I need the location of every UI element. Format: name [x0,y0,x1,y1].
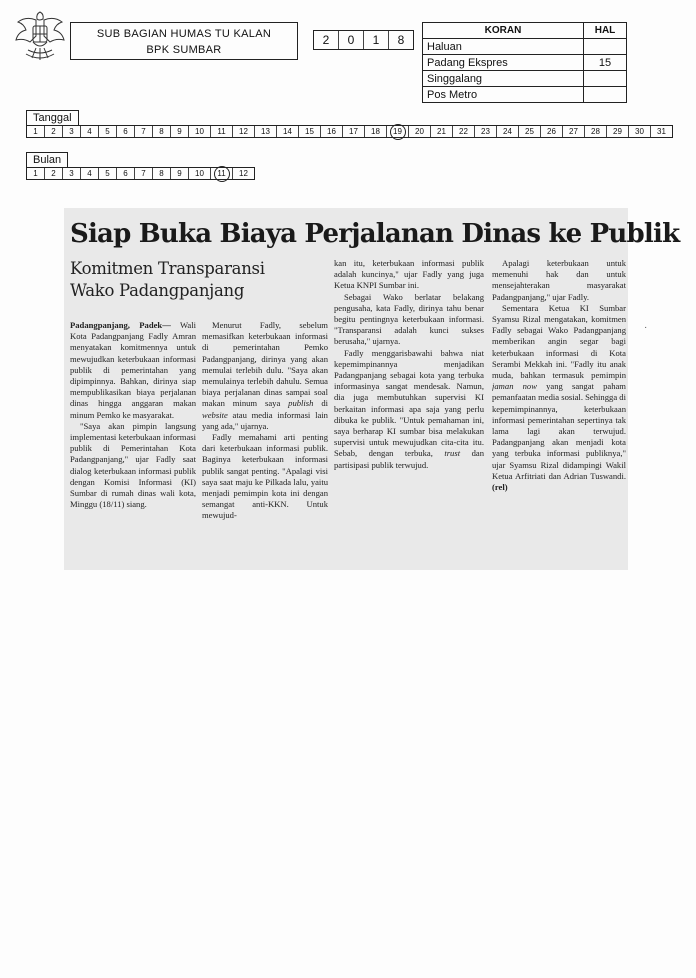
day-cell: 1 [27,126,45,137]
month-cell: 10 [189,168,211,179]
day-cell: 12 [233,126,255,137]
day-cell: 14 [277,126,299,137]
month-cell: 7 [135,168,153,179]
column-paragraph: Sementara Ketua KI Sumbar Syamsu Rizal mengatakan, komitmen Fadly sebagai Wako Padangpanjang memberikan angin segar bagi keterbukaan informasi di Kota Serambi Mekkah ini. "Fadly itu anak muda, bahkan termasuk pemimpin jaman now yang sangat paham pemanfaatan media sosial. Sehingga di kepemimpinannya, keterbukaan informasi pemerintahan sepertinya tak lama lagi akan terwujud. Padangpanjang akan menjadi kota yang terbuka informasi publiknya," ujar Syamsu Rizal didampingi Wakil Ketua Arfitriati dan Adrian Tuswandi. (rel) [492,302,626,493]
garuda-emblem-icon [14,6,66,64]
koran-header: KORAN [423,23,584,39]
month-cell: 8 [153,168,171,179]
newspaper-name: Haluan [423,39,584,55]
page-number [584,39,627,55]
day-cell: 17 [343,126,365,137]
department-line-1: SUB BAGIAN HUMAS TU KALAN [96,28,272,40]
day-cell: 16 [321,126,343,137]
column-paragraph: Apalagi keterbukaan untuk memenuhi hak dan untuk mensejahterakan masyarakat Padangpanjang," ujar Fadly. [492,258,626,302]
column-paragraph: Padangpanjang, Padek— Wali Kota Padangpanjang Fadly Amran menyatakan komitmennya untuk mewujudkan keterbukaan informasi publik di pemerintahan yang dipimpinnya. Bahkan, dirinya siap mempublikasikan biaya perjalanan dinas hingga anggaran makan minum Pemko ke masyarakat. [70,320,196,420]
subhead-line-2: Wako Padangpanjang [70,281,245,300]
day-cell: 9 [171,126,189,137]
table-row [423,39,627,55]
day-cell: 28 [585,126,607,137]
column-paragraph: Fadly memahami arti penting dari keterbukaan informasi publik. Baginya keterbukaan informasi publik sangat penting. "Apalagi visi saya saat maju ke Pilkada lalu, yaitu menjadi pemimpin kota ini dengan semangat anti-KKN. Untuk mewujud- [202,432,328,521]
page-number: 15 [584,55,627,71]
tanggal-label: Tanggal [26,110,79,125]
tanggal-strip [26,125,673,138]
page-number [584,87,627,103]
day-cell: 25 [519,126,541,137]
month-cell: 5 [99,168,117,179]
column-paragraph: Fadly menggarisbawahi bahwa niat kepemimpinannya menjadikan Padangpanjang sebagai kota yang terbuka informasinya sangat mendesak. Namun, dia juga membutuhkan supervisi KI berkaitan informasi apa saja yang perlu dibuka ke publik. "Untuk pemahaman ini, saya berharap KI sumbar bisa melakukan supervisi untuk mewujudkan cita-cita itu. Sebab, dengan terbuka, trust dan partisipasi publik terwujud. [334,347,484,470]
article-column-2 [202,320,328,566]
month-cell: 4 [81,168,99,179]
year-digit: 0 [339,31,364,49]
day-cell: 31 [657,127,666,136]
department-box [70,22,298,60]
day-cell: 8 [153,126,171,137]
article-column-1 [70,320,196,566]
day-cell: 23 [475,126,497,137]
day-cell: 30 [629,126,651,137]
year-digit: 2 [314,31,339,49]
scan-speck: · [644,322,648,333]
newspaper-name: Singgalang [423,71,584,87]
month-cell: 9 [171,168,189,179]
day-cell: 15 [299,126,321,137]
column-paragraph: Sebagai Wako berlatar belakang pengusaha, kata Fadly, dirinya tahu benar begitu pentingnya keterbukaan informasi. "Transparansi adalah kunci sukses berusaha," ujarnya. [334,291,484,347]
day-cell: 6 [117,126,135,137]
day-cell: 2 [45,126,63,137]
day-cell: 13 [255,126,277,137]
table-row [423,55,627,71]
dateline: Padangpanjang, Padek— [70,320,171,330]
day-cell: 18 [365,126,387,137]
column-paragraph: Menurut Fadly, sebelum memasifkan keterbukaan informasi di pemerintahan Pemko Padangpanjang, dirinya yang akan memulai terlebih dulu. "Saya akan memulainya terlebih dahulu. Semua biaya perjalanan dinas sampai soal makan minum saya publish di website atau media informasi lain yang ada," ujarnya. [202,320,328,431]
day-cell: 21 [431,126,453,137]
day-cell: 29 [607,126,629,137]
year-digit: 1 [364,31,389,49]
month-cell: 2 [45,168,63,179]
day-cell: 27 [563,126,585,137]
month-cell: 11 [211,168,233,179]
bulan-strip [26,167,255,180]
page-number [584,71,627,87]
day-cell: 22 [453,126,475,137]
article-column-3 [334,258,484,574]
month-cell: 6 [117,168,135,179]
newspaper-name: Padang Ekspres [423,55,584,71]
article-column-4 [492,258,626,574]
day-cell: 24 [497,126,519,137]
day-cell: 20 [409,126,431,137]
month-cell: 1 [27,168,45,179]
year-box [313,30,414,50]
subhead-line-1: Komitmen Transparansi [70,259,265,278]
newspaper-name: Pos Metro [423,87,584,103]
bulan-label: Bulan [26,152,68,167]
department-line-2: BPK SUMBAR [146,44,222,56]
article-headline: Siap Buka Biaya Perjalanan Dinas ke Publik [70,219,680,249]
year-digit: 8 [397,33,405,47]
day-cell: 3 [63,126,81,137]
month-cell: 3 [63,168,81,179]
day-cell: 11 [211,126,233,137]
day-cell: 10 [189,126,211,137]
newspaper-table [422,22,627,103]
table-row [423,71,627,87]
day-cell: 5 [99,126,117,137]
day-cell: 7 [135,126,153,137]
table-row [423,87,627,103]
hal-header: HAL [584,23,627,39]
day-cell: 26 [541,126,563,137]
article-subheadline [70,258,330,302]
column-paragraph: "Saya akan pimpin langsung implementasi keterbukaan informasi publik di Pemerintahan Kota Padangpanjang," ujar Fadly saat dialog keterbukaan informasi publik dengan Komisi Informasi (KI) Sumbar di rumah dinas wali kota, Minggu (18/11) siang. [70,420,196,510]
day-cell: 19 [387,126,409,137]
day-cell: 4 [81,126,99,137]
month-cell: 12 [239,169,248,178]
column-paragraph: kan itu, keterbukaan informasi publik adalah kuncinya," ujar Fadly yang juga Ketua KNPI Sumbar ini. [334,258,484,291]
